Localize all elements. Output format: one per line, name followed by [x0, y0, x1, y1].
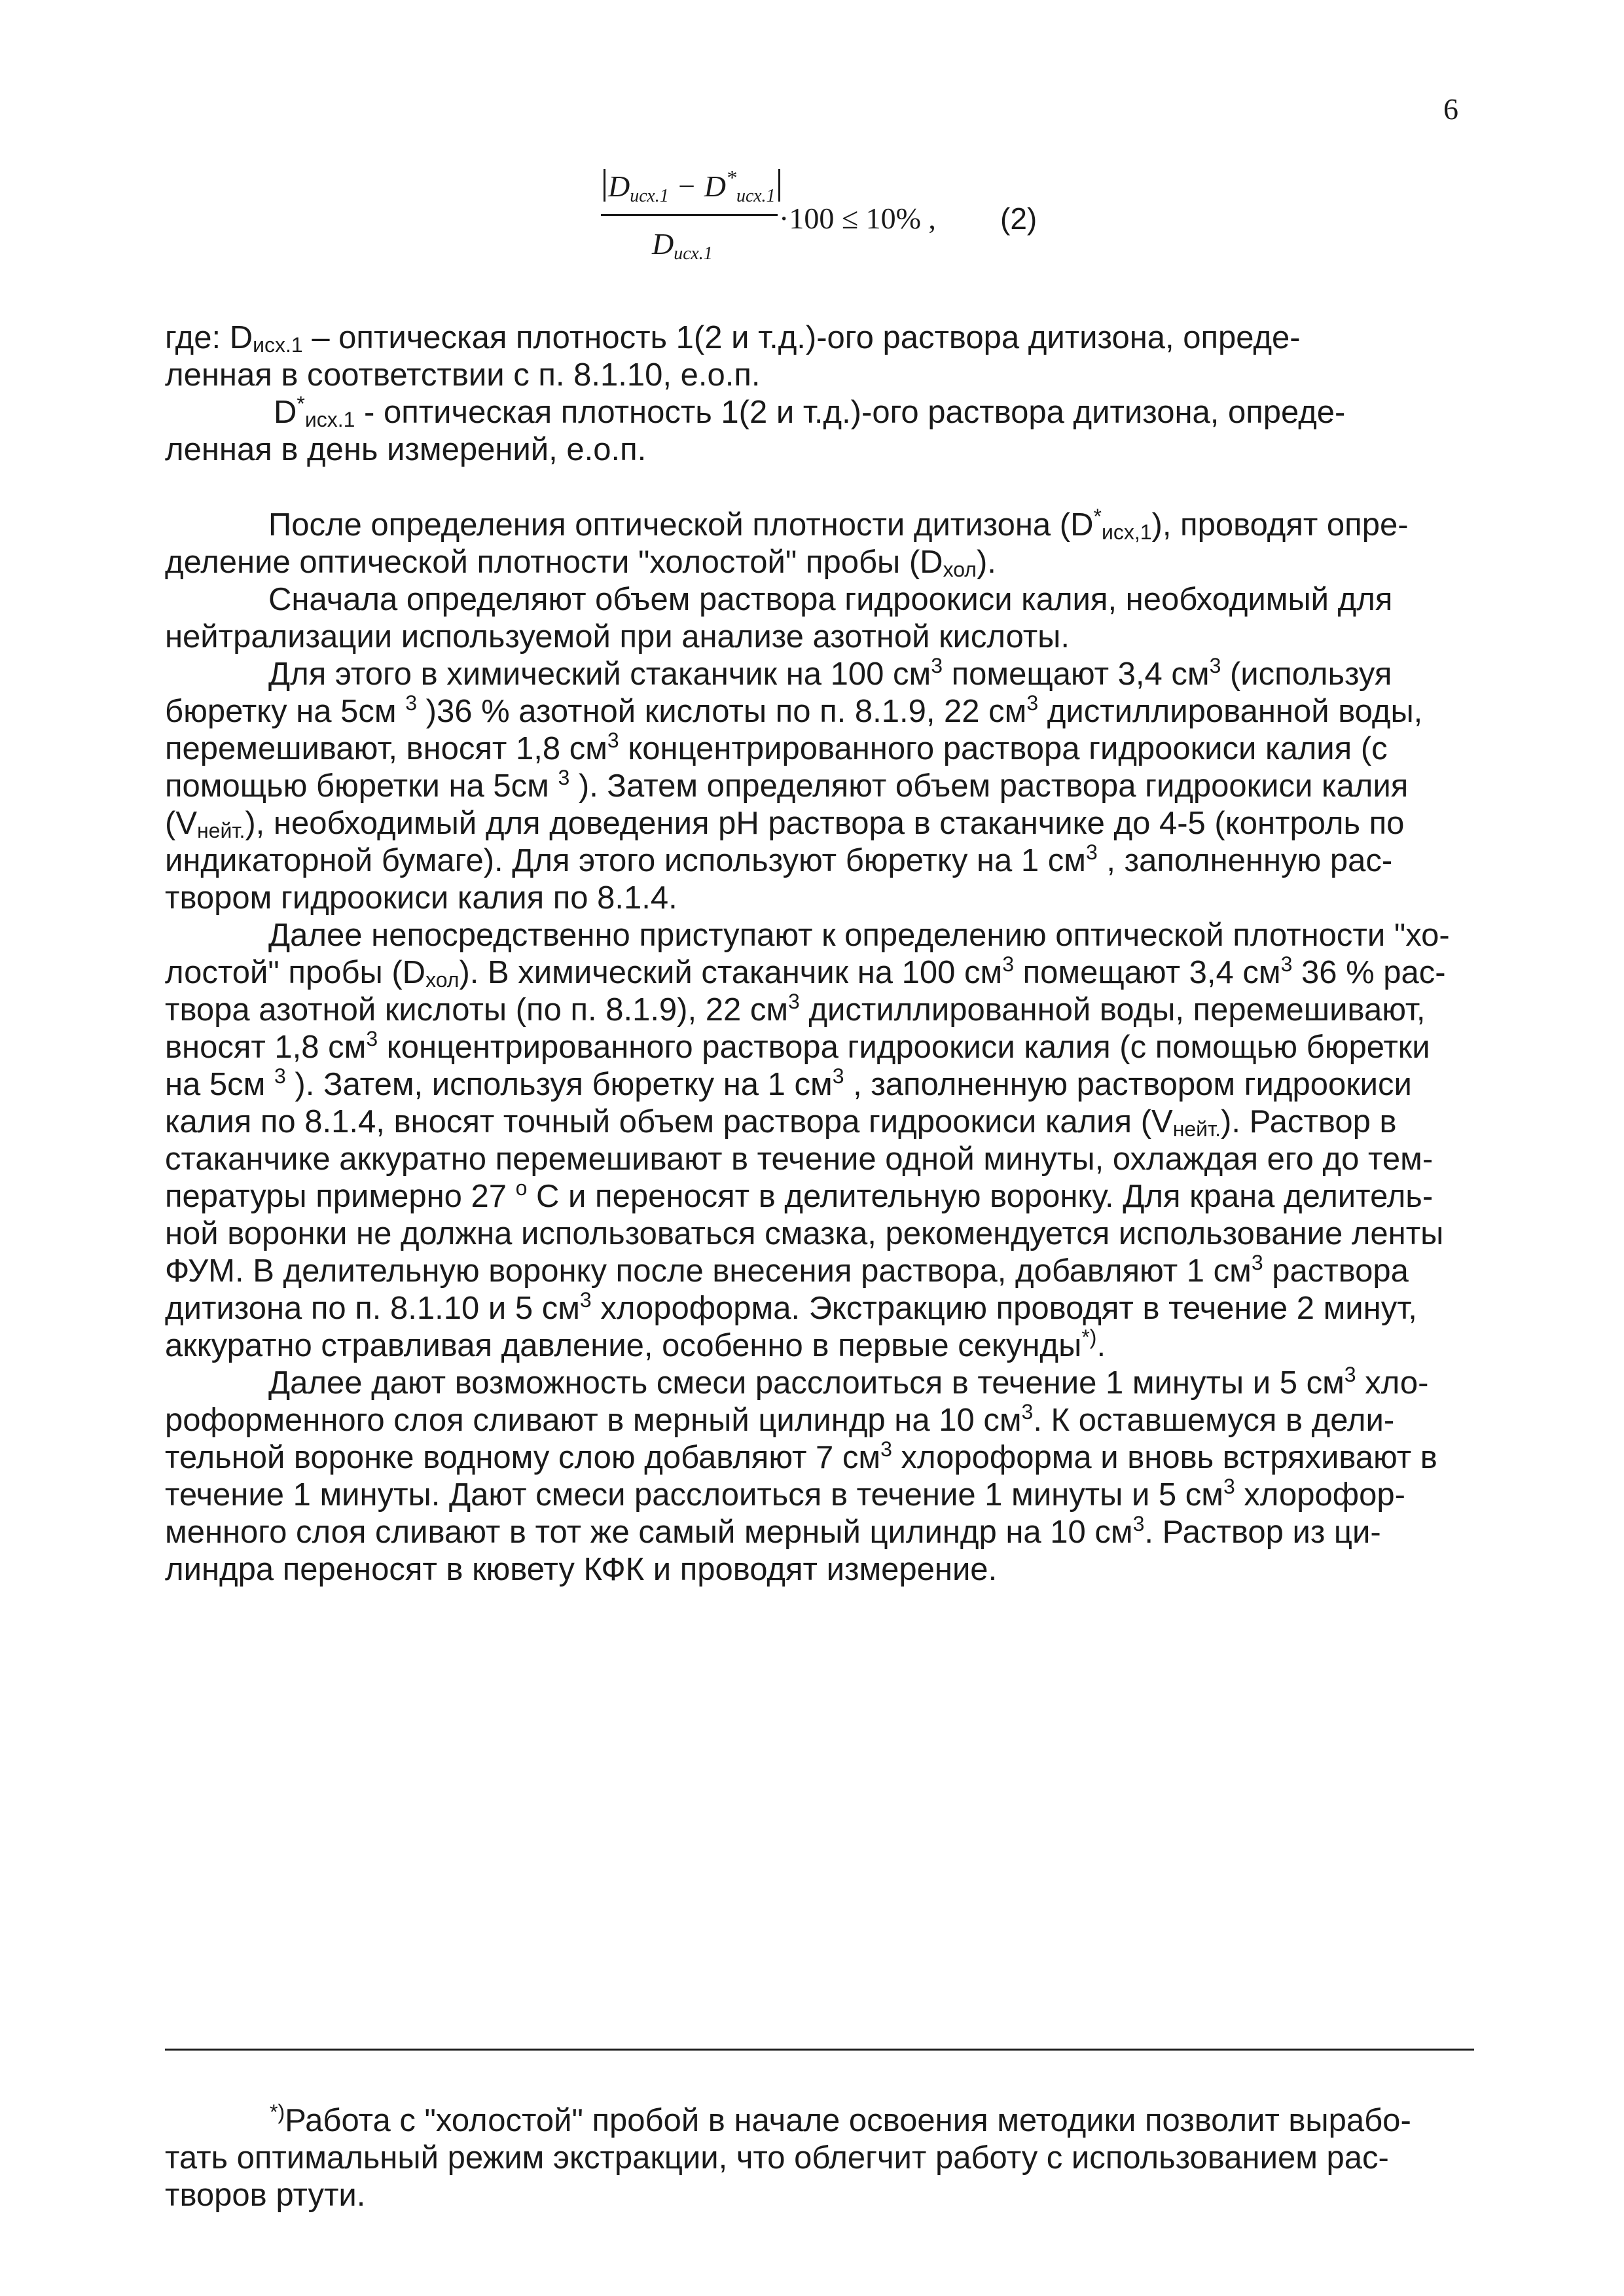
- text-line: ной воронки не должна использоваться смазка, рекомендуется использование ленты: [165, 1216, 1444, 1251]
- text-line: индикаторной бумаге). Для этого используют бюретку на 1 $см^3$ , заполненную рас-: [165, 840, 1393, 878]
- text-line: лостой" пробы $(D_{хол})$. В химический стаканчик на 100 $см^3$ помещают 3,4 $см^3$ 36 % рас-: [165, 952, 1446, 992]
- formula-numerator: [601, 166, 783, 207]
- text-line: бюретку на 5см $^3$ )36 % азотной кислоты по п. 8.1.9, 22 $см^3$ дистиллированной воды,: [165, 691, 1423, 729]
- text-line: дитизона по п. 8.1.10 и 5 $см^3$ хлороформа. Экстракцию проводят в течение 2 минут,: [165, 1288, 1417, 1326]
- abs-bar-left: [604, 169, 605, 202]
- equation-number: (2): [1000, 202, 1038, 236]
- num-minus: −: [668, 170, 704, 203]
- formula-rhs: ·100 ≤ 10% ,: [779, 202, 936, 235]
- text-line: помощью бюретки на 5см $^3$ ). Затем определяют объем раствора гидроокиси калия: [165, 766, 1409, 804]
- where-block: [165, 319, 1474, 469]
- text-line: на 5см $^3$ ). Затем, используя бюретку на 1 $см^3$ , заполненную раствором гидроокиси: [165, 1064, 1412, 1102]
- text-line: Далее дают возможность смеси расслоиться в течение 1 минуты и 5 $см^3$ хло-: [268, 1363, 1429, 1401]
- text-line: аккуратно стравливая давление, особенно в первые секунды*).: [165, 1325, 1106, 1363]
- footnote-line: творов ртути.: [165, 2178, 366, 2213]
- text-line: Далее непосредственно приступают к определению оптической плотности "хо-: [268, 918, 1450, 953]
- text-line: пературы примерно 27 $^о$ С и переносят в делительную воронку. Для крана делитель-: [165, 1176, 1434, 1214]
- text-line: ленная в соответствии с п. 8.1.10, е.о.п.: [165, 357, 761, 393]
- text-line: вносят 1,8 $см^3$ концентрированного раствора гидроокиси калия (с помощью бюретки: [165, 1027, 1430, 1065]
- text-line: $D^*_{исх.1}$ - оптическая плотность 1(2 и т.д.)-ого раствора дитизона, опреде-: [274, 392, 1346, 431]
- text-line: твором гидроокиси калия по 8.1.4.: [165, 880, 677, 916]
- text-line: течение 1 минуты. Дают смеси расслоиться в течение 1 минуты и 5 $см^3$ хлорофор-: [165, 1475, 1405, 1513]
- text-line: ленная в день измерений, е.о.п.: [165, 432, 647, 467]
- text-line: перемешивают, вносят 1,8 $см^3$ концентрированного раствора гидроокиси калия (с: [165, 728, 1388, 766]
- text-line: $(V_{нейт.})$, необходимый для доведения рН раствора в стаканчике до 4-5 (контроль по: [165, 806, 1405, 842]
- text-line: Сначала определяют объем раствора гидроокиси калия, необходимый для: [268, 582, 1393, 617]
- abs-bar-right: [778, 169, 780, 202]
- text-line: тельной воронке водному слою добавляют 7 $см^3$ хлороформа и вновь встряхивают в: [165, 1437, 1437, 1475]
- text-line: нейтрализации используемой при анализе азотной кислоты.: [165, 619, 1070, 655]
- footnote: [165, 2102, 1474, 2214]
- text-line: менного слоя сливают в тот же самый мерный цилиндр на 10 $см^3$. Раствор из ци-: [165, 1512, 1381, 1550]
- text-line: калия по 8.1.4, вносят точный объем раствора гидроокиси калия $(V_{нейт.})$. Раствор в: [165, 1104, 1397, 1141]
- text-line: твора азотной кислоты (по п. 8.1.9), 22 $см^3$ дистиллированной воды, перемешивают,: [165, 990, 1426, 1028]
- text-line: После определения оптической плотности дитизона $(D^*_{исх,1})$, проводят опре-: [268, 505, 1409, 544]
- text-line: линдра переносят в кювету КФК и проводят измерение.: [165, 1552, 998, 1587]
- den-symbol: D: [652, 227, 674, 260]
- formula-denominator: [652, 226, 713, 264]
- text-line: стаканчике аккуратно перемешивают в течение одной минуты, охлаждая его до тем-: [165, 1141, 1434, 1177]
- footnote-line: *)Работа с "холостой" пробой в начале освоения методики позволит вырабо-: [270, 2100, 1411, 2138]
- fraction-line: [601, 214, 778, 216]
- text-line: деление оптической плотности "холостой" пробы $(D_{хол})$.: [165, 545, 996, 581]
- num-right: D: [704, 170, 727, 203]
- page-number: 6: [1443, 92, 1458, 126]
- text-line: где: $D_{исх.1}$ – оптическая плотность 1(2 и т.д.)-ого раствора дитизона, опреде-: [165, 320, 1301, 357]
- text-line: роформенного слоя сливают в мерный цилиндр на 10 $см^3$. К оставшемуся в дели-: [165, 1400, 1395, 1438]
- num-right-sup: *: [726, 166, 737, 189]
- text-line: ФУМ. В делительную воронку после внесения раствора, добавляют 1 $см^3$ раствора: [165, 1251, 1409, 1289]
- num-left-sub: исх.1: [630, 186, 669, 206]
- num-right-sub: исх.1: [736, 186, 776, 206]
- body-text: [165, 507, 1474, 1588]
- text-line: Для этого в химический стаканчик на 100 $см^3$ помещают 3,4 $см^3$ (используя: [268, 654, 1392, 692]
- num-left: D: [608, 170, 630, 203]
- footnote-line: тать оптимальный режим экстракции, что облегчит работу с использованием рас-: [165, 2140, 1389, 2176]
- footnote-divider: [165, 2049, 1474, 2051]
- formula-2: [601, 164, 1125, 275]
- den-sub: исх.1: [674, 243, 713, 264]
